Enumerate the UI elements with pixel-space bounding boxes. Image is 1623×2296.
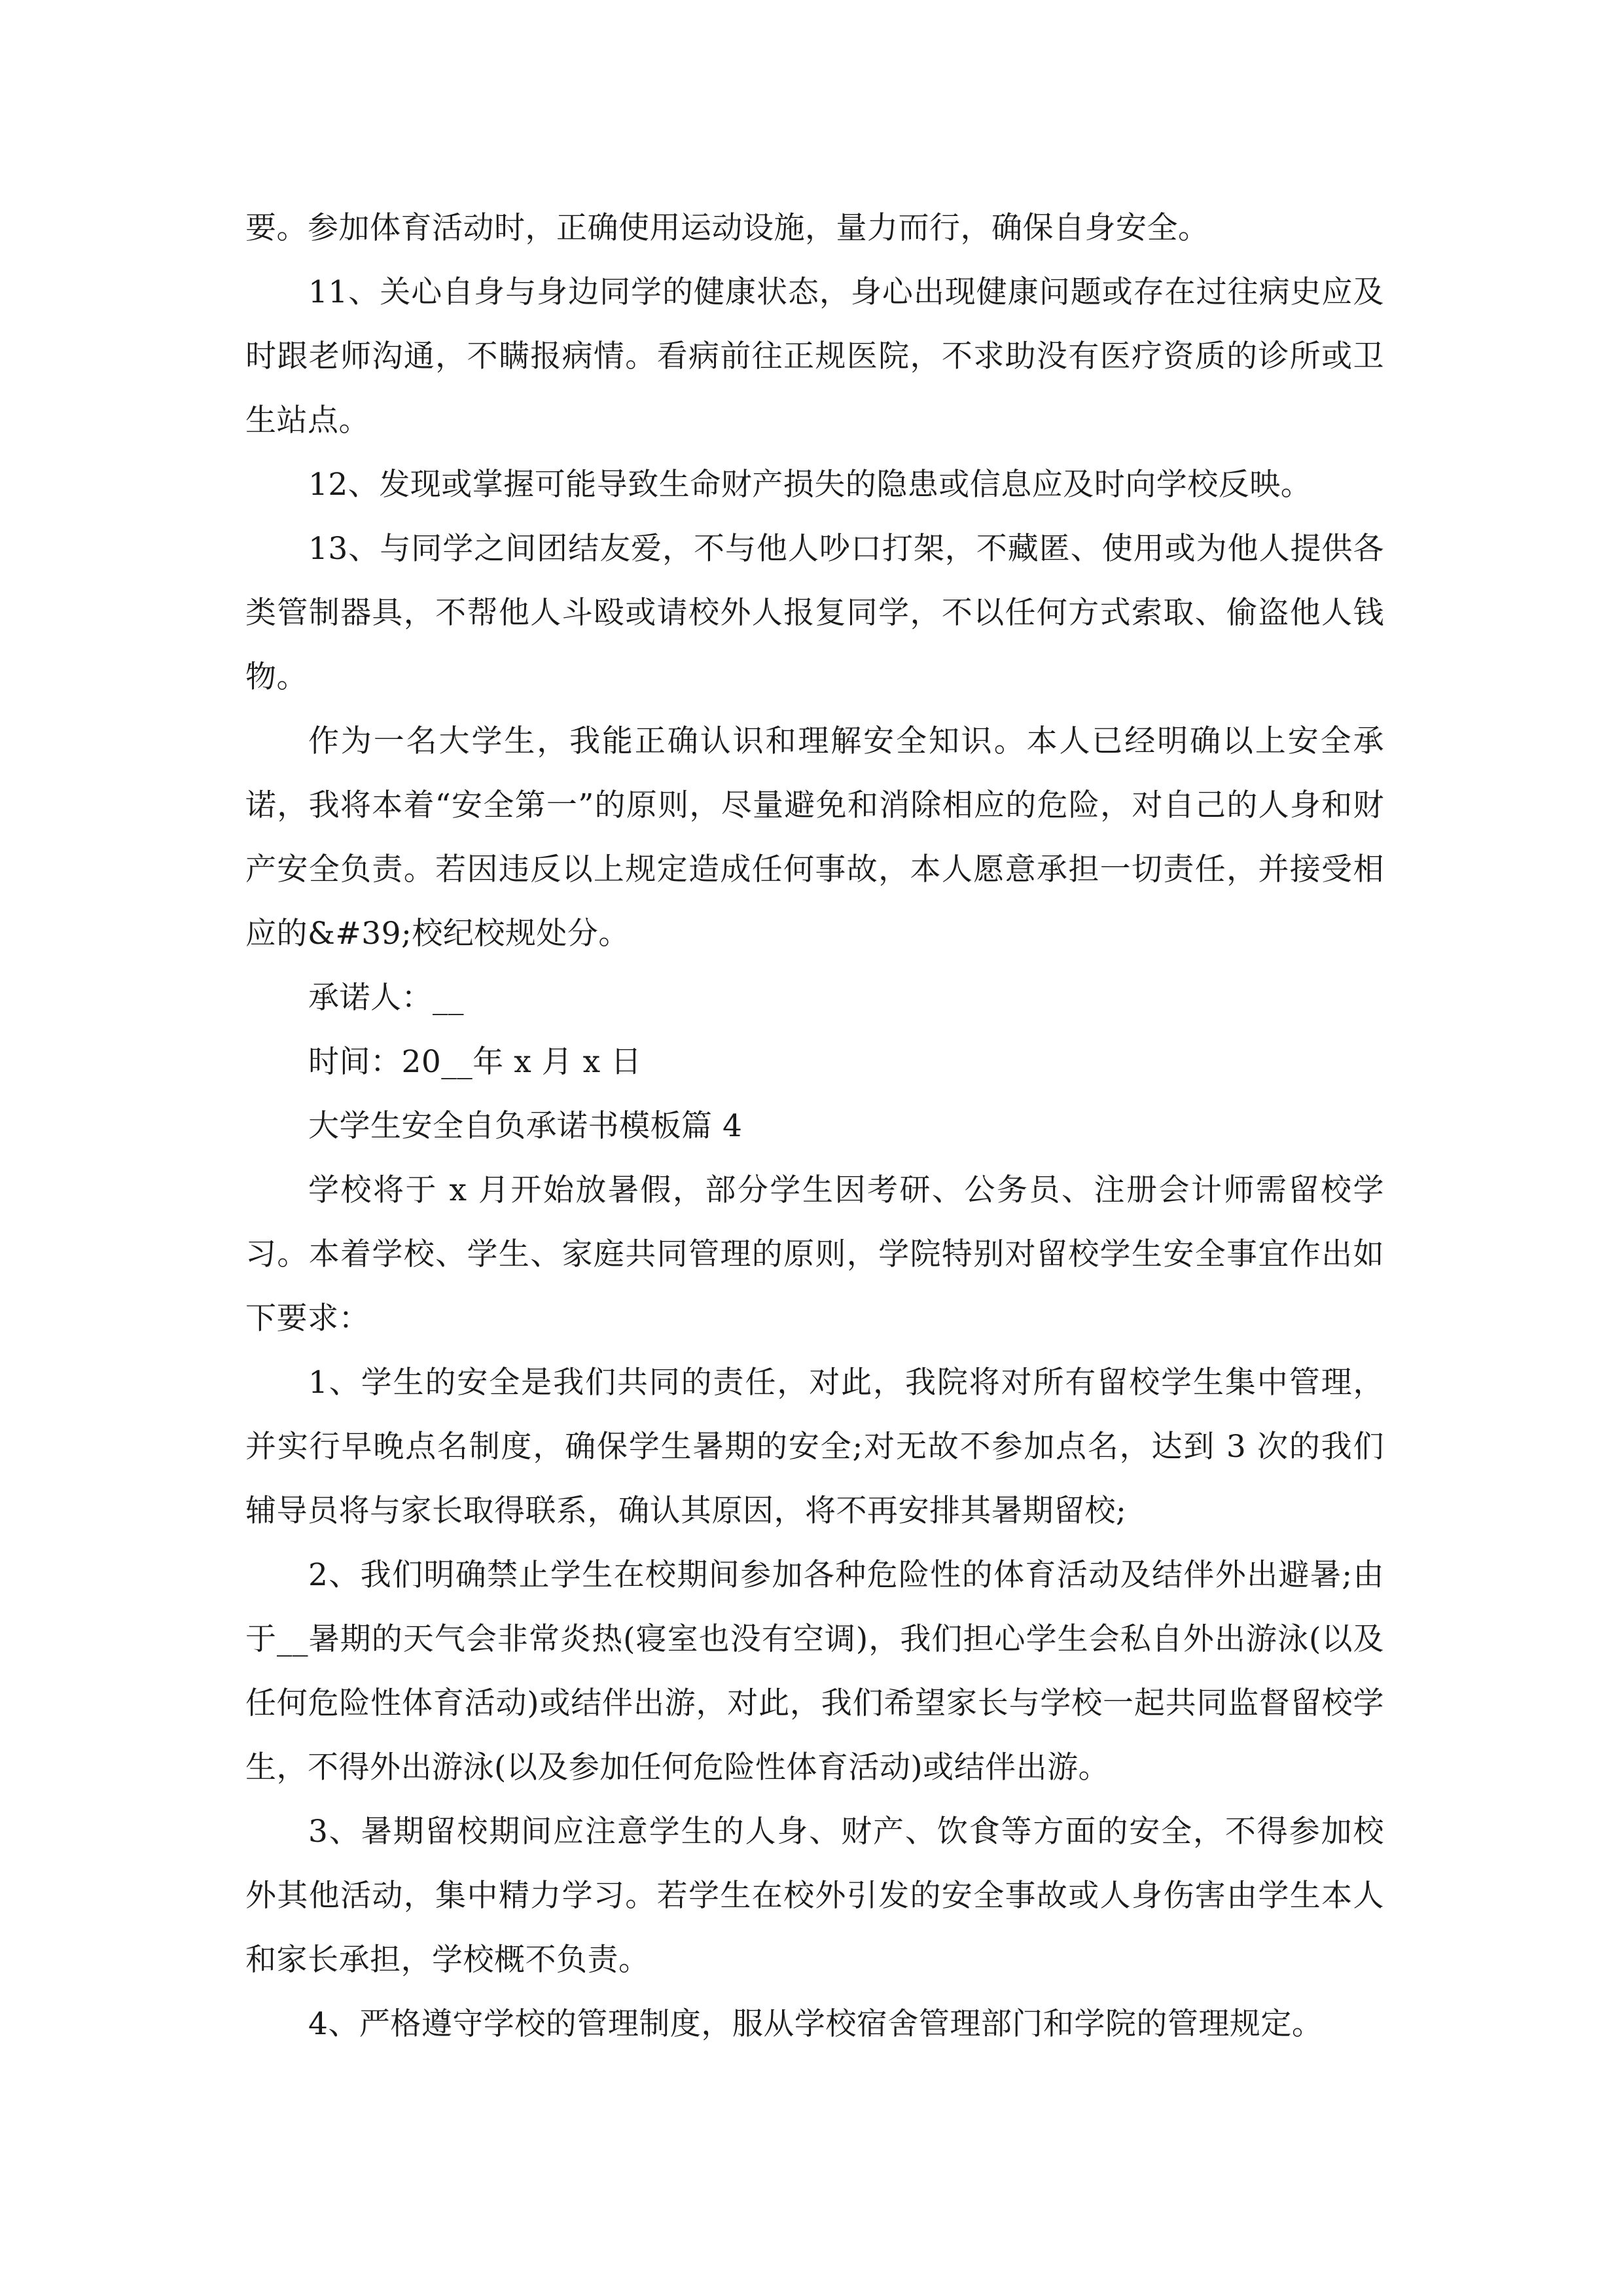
- section-heading: 大学生安全自负承诺书模板篇 4: [308, 1108, 743, 1144]
- date-line: 时间：20__年 x 月 x 日: [308, 1044, 642, 1080]
- document-body: [245, 196, 1384, 2056]
- paragraph-item-13: 13、与同学之间团结友爱，不与他人吵口打架，不藏匿、使用或为他人提供各类管制器具，不帮他人斗殴或请校外人报复同学，不以任何方式索取、偷盗他人钱物。: [245, 531, 1384, 695]
- paragraph-item-11: 11、关心自身与身边同学的健康状态，身心出现健康问题或存在过往病史应及时跟老师沟通，不瞒报病情。看病前往正规医院，不求助没有医疗资质的诊所或卫生站点。: [245, 274, 1384, 439]
- paragraph-rule-4: 4、严格遵守学校的管理制度，服从学校宿舍管理部门和学院的管理规定。: [308, 2006, 1323, 2042]
- paragraph-continuation: 要。参加体育活动时，正确使用运动设施，量力而行，确保自身安全。: [245, 210, 1209, 246]
- paragraph-rule-3: 3、暑期留校期间应注意学生的人身、财产、饮食等方面的安全，不得参加校外其他活动，集中精力学习。若学生在校外引发的安全事故或人身伤害由学生本人和家长承担，学校概不负责。: [245, 1814, 1384, 1978]
- paragraph-rule-1: 1、学生的安全是我们共同的责任，对此，我院将对所有留校学生集中管理，并实行早晚点名制度，确保学生暑期的安全;对无故不参加点名，达到 3 次的我们辅导员将与家长取得联系，确认其原因，将不再安排其暑期留校;: [245, 1365, 1384, 1529]
- signatory-line: 承诺人：__: [308, 980, 464, 1016]
- paragraph-rule-2: 2、我们明确禁止学生在校期间参加各种危险性的体育活动及结伴外出避暑;由于__暑期的天气会非常炎热(寝室也没有空调)，我们担心学生会私自外出游泳(以及任何危险性体育活动)或结伴出游，对此，我们希望家长与学校一起共同监督留校学生，不得外出游泳(以及参加任何危险性体育活动)或结伴出游。: [245, 1557, 1384, 1785]
- paragraph-commitment-statement: 作为一名大学生，我能正确认识和理解安全知识。本人已经明确以上安全承诺，我将本着“安全第一”的原则，尽量避免和消除相应的危险，对自己的人身和财产安全负责。若因违反以上规定造成任何事故，本人愿意承担一切责任，并接受相应的&#39;校纪校规处分。: [245, 723, 1384, 952]
- paragraph-intro: 学校将于 x 月开始放暑假，部分学生因考研、公务员、注册会计师需留校学习。本着学校、学生、家庭共同管理的原则，学院特别对留校学生安全事宜作出如下要求：: [245, 1172, 1384, 1336]
- paragraph-item-12: 12、发现或掌握可能导致生命财产损失的隐患或信息应及时向学校反映。: [308, 467, 1312, 503]
